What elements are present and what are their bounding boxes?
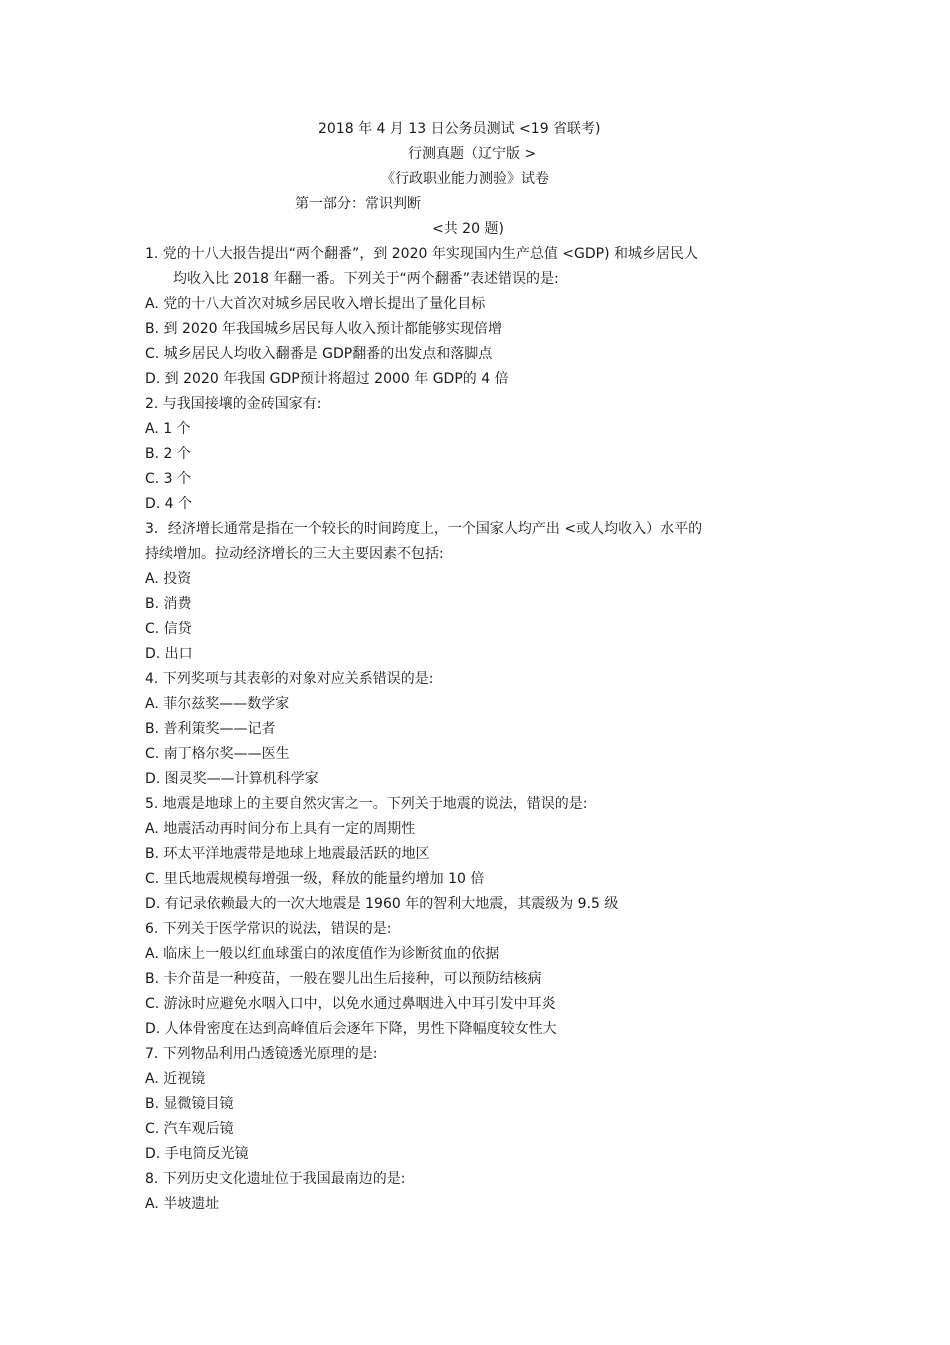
question-4-option-b: B. 普利策奖——记者 [145, 721, 276, 737]
question-7-option-c: C. 汽车观后镜 [145, 1121, 234, 1137]
doc-title-line1: 2018 年 4 月 13 日公务员测试 <19 省联考) [318, 121, 601, 137]
question-3-option-a: A. 投资 [145, 571, 192, 587]
question-1-option-b: B. 到 2020 年我国城乡居民每人收入预计都能够实现倍增 [145, 321, 503, 337]
question-count: <共 20 题) [432, 221, 504, 237]
question-5-option-b: B. 环太平洋地震带是地球上地震最活跃的地区 [145, 846, 430, 862]
question-4-stem: 4. 下列奖项与其表彰的对象对应关系错误的是: [145, 671, 434, 687]
question-2-stem: 2. 与我国接壤的金砖国家有: [145, 396, 322, 412]
question-2-option-a: A. 1 个 [145, 421, 191, 437]
question-3-option-c: C. 信贷 [145, 621, 192, 637]
question-1-option-a: A. 党的十八大首次对城乡居民收入增长提出了量化目标 [145, 296, 486, 312]
question-2-option-c: C. 3 个 [145, 471, 192, 487]
question-6-option-b: B. 卡介苗是一种疫苗，一般在婴儿出生后接种，可以预防结核病 [145, 971, 542, 987]
question-5-option-d: D. 有记录依赖最大的一次大地震是 1960 年的智利大地震，其震级为 9.5 级 [145, 896, 619, 912]
question-5-option-c: C. 里氏地震规模每增强一级，释放的能量约增加 10 倍 [145, 871, 485, 887]
question-1-option-d: D. 到 2020 年我国 GDP预计将超过 2000 年 GDP的 4 倍 [145, 371, 509, 387]
question-6-option-d: D. 人体骨密度在达到高峰值后会逐年下降，男性下降幅度较女性大 [145, 1021, 557, 1037]
question-7-option-d: D. 手电筒反光镜 [145, 1146, 249, 1162]
question-8-stem: 8. 下列历史文化遗址位于我国最南边的是: [145, 1171, 406, 1187]
question-7-option-a: A. 近视镜 [145, 1071, 206, 1087]
question-1-stem-line2: 均收入比 2018 年翻一番。下列关于“两个翻番”表述错误的是: [173, 271, 559, 287]
question-7-stem: 7. 下列物品利用凸透镜透光原理的是: [145, 1046, 378, 1062]
question-4-option-d: D. 图灵奖——计算机科学家 [145, 771, 319, 787]
doc-title-line3: 《行政职业能力测验》试卷 [381, 171, 549, 187]
question-6-option-a: A. 临床上一般以红血球蛋白的浓度值作为诊断贫血的依据 [145, 946, 500, 962]
question-7-option-b: B. 显微镜目镜 [145, 1096, 234, 1112]
question-3-option-d: D. 出口 [145, 646, 193, 662]
question-5-stem: 5. 地震是地球上的主要自然灾害之一。下列关于地震的说法，错误的是: [145, 796, 588, 812]
question-1-option-c: C. 城乡居民人均收入翻番是 GDP翻番的出发点和落脚点 [145, 346, 493, 362]
doc-title-line2: 行测真题（辽宁版 > [408, 146, 537, 162]
question-3-stem-line2: 持续增加。拉动经济增长的三大主要因素不包括: [145, 546, 444, 562]
question-2-option-d: D. 4 个 [145, 496, 193, 512]
question-4-option-c: C. 南丁格尔奖——医生 [145, 746, 290, 762]
section-title: 第一部分：常识判断 [295, 196, 421, 212]
question-2-option-b: B. 2 个 [145, 446, 191, 462]
question-3-stem-line1: 3．经济增长通常是指在一个较长的时间跨度上，一个国家人均产出 <或人均收入）水平的 [145, 521, 703, 537]
question-1-stem-line1: 1. 党的十八大报告提出“两个翻番”，到 2020 年实现国内生产总值 <GDP) 和城乡居民人 [145, 246, 699, 262]
question-5-option-a: A. 地震活动再时间分布上具有一定的周期性 [145, 821, 416, 837]
question-4-option-a: A. 菲尔兹奖——数学家 [145, 696, 290, 712]
question-8-option-a: A. 半坡遗址 [145, 1196, 220, 1212]
question-3-option-b: B. 消费 [145, 596, 192, 612]
question-6-option-c: C. 游泳时应避免水咽入口中，以免水通过鼻咽进入中耳引发中耳炎 [145, 996, 556, 1012]
question-6-stem: 6. 下列关于医学常识的说法，错误的是: [145, 921, 392, 937]
